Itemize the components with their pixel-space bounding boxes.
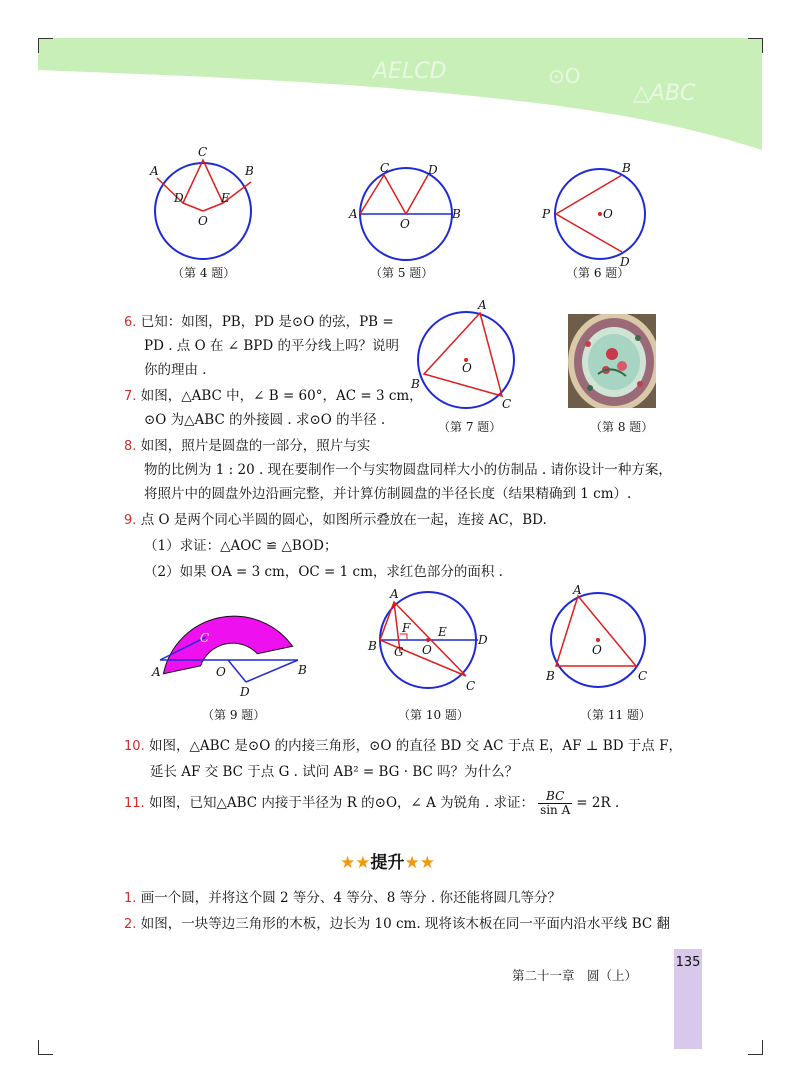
caption-5: （第 5 题）: [370, 266, 434, 280]
problem-8-line-1: [124, 434, 370, 459]
denominator: sin A: [540, 803, 571, 817]
banner-text-2: ⊙O: [548, 64, 581, 88]
problem-10-line-1: [124, 734, 682, 759]
label-B: B: [452, 207, 461, 221]
label-B: B: [368, 639, 377, 653]
caption-9: （第 9 题）: [202, 708, 266, 722]
numerator: BC: [538, 790, 572, 804]
label-D: D: [174, 191, 184, 205]
problem-7-line-2: ⊙O 为△ABC 的外接圆 . 求⊙O 的半径 .: [144, 412, 386, 428]
problem-number: 8.: [124, 439, 137, 454]
caption-4: （第 4 题）: [172, 266, 236, 280]
banner-text-1: AELCD: [373, 59, 447, 84]
problem-6-line-2: PD . 点 O 在 ∠ BPD 的平分线上吗？说明: [144, 338, 399, 354]
label-O: O: [400, 217, 410, 231]
label-A: A: [150, 164, 159, 178]
label-A: A: [478, 298, 487, 312]
label-A: A: [573, 584, 582, 597]
label-O: O: [422, 643, 432, 657]
chords: [157, 160, 251, 203]
label-E: E: [221, 191, 230, 205]
problem-number: 11.: [124, 796, 145, 811]
label-D: D: [428, 163, 438, 177]
caption-7: （第 7 题）: [438, 420, 502, 434]
problem-number: 7.: [124, 389, 137, 404]
label-D: D: [478, 633, 488, 647]
problem-9-line-2: （1）求证：△AOC ≌ △BOD；: [144, 538, 338, 554]
problem-9-line-1: [124, 508, 547, 533]
problem-6-line-1: [124, 310, 394, 335]
label-O: O: [462, 361, 472, 375]
problem-7-line-1: [124, 384, 423, 409]
banner-text-3: △ABC: [633, 81, 696, 106]
problem-8-line-3: 将照片中的圆盘外边沿画完整，并计算仿制圆盘的半径长度（结果精确到 1 cm）.: [144, 486, 632, 502]
advanced-1: [124, 886, 561, 911]
section-title-text: 提升: [370, 853, 405, 873]
figure-6: [540, 158, 660, 268]
problem-number: 6.: [124, 315, 137, 330]
crop-mark: [748, 38, 763, 53]
label-F: F: [402, 621, 411, 635]
label-D: D: [240, 685, 250, 699]
problem-9-line-3: （2）如果 OA = 3 cm，OC = 1 cm，求红色部分的面积 .: [144, 564, 503, 580]
figure-5: [346, 158, 466, 268]
caption-10: （第 10 题）: [398, 708, 469, 722]
label-O: O: [592, 643, 602, 657]
chapter-footer: 第二十一章 圆（上）: [512, 968, 638, 983]
star-icon: ★★: [404, 853, 435, 873]
label-E: E: [438, 625, 447, 639]
label-C: C: [380, 161, 390, 175]
label-B: B: [245, 164, 254, 178]
problem-10-line-2: 延长 AF 交 BC 于点 G . 试问 AB² = BG · BC 吗？为什么？: [150, 764, 519, 780]
label-C: C: [638, 669, 648, 683]
label-P: P: [542, 207, 551, 221]
figure-7: [408, 298, 528, 414]
fraction: [538, 790, 572, 817]
label-B: B: [546, 669, 555, 683]
problem-text: 点 O 是两个同心半圆的圆心，如图所示叠放在一起，连接 AC，BD.: [140, 512, 547, 528]
problem-6-line-3: 你的理由 .: [144, 362, 207, 378]
crop-mark: [748, 1040, 763, 1055]
problem-text: 如图，△ABC 是⊙O 的内接三角形，⊙O 的直径 BD 交 AC 于点 E，AF ⊥ BD 于点 F，: [148, 738, 682, 754]
label-B: B: [298, 663, 307, 677]
problem-text: 如图，已知△ABC 内接于半径为 R 的⊙O，∠ A 为锐角 . 求证：: [148, 795, 535, 811]
figure-4: [148, 145, 268, 265]
label-C: C: [200, 631, 210, 645]
label-O: O: [198, 214, 208, 228]
caption-11: （第 11 题）: [580, 708, 651, 722]
problem-text: 已知：如图，PB，PD 是⊙O 的弦，PB =: [140, 314, 394, 330]
crop-mark: [38, 1040, 53, 1055]
problem-11: [124, 788, 619, 819]
label-A: A: [349, 207, 358, 221]
problem-text: 如图，照片是圆盘的一部分，照片与实: [140, 438, 371, 454]
problem-8-line-2: 物的比例为 1 : 20 . 现在要制作一个与实物圆盘同样大小的仿制品 . 请你设计一种方案，: [144, 462, 672, 478]
page-number: 135: [675, 955, 701, 970]
label-C: C: [198, 145, 208, 159]
label-A: A: [390, 587, 399, 601]
caption-8: （第 8 题）: [590, 420, 654, 434]
caption-6: （第 6 题）: [566, 266, 630, 280]
label-O: O: [603, 207, 613, 221]
figure-10: [362, 584, 494, 696]
problem-number: 10.: [124, 739, 145, 754]
page-number-tab: [674, 949, 702, 1049]
label-B: B: [411, 377, 420, 391]
label-B: B: [622, 161, 631, 175]
star-icon: ★★: [340, 853, 371, 873]
section-title: [340, 848, 435, 873]
figure-11: [540, 584, 664, 696]
label-C: C: [466, 679, 476, 693]
label-O: O: [216, 665, 226, 679]
label-D: D: [620, 255, 630, 268]
crop-mark: [38, 38, 53, 53]
figure-8-plate-photo: [568, 314, 656, 408]
problem-number: 9.: [124, 513, 137, 528]
problem-number: 2.: [124, 917, 137, 932]
problem-number: 1.: [124, 891, 137, 906]
label-C: C: [502, 397, 512, 411]
problem-text: 如图，△ABC 中，∠ B = 60°，AC = 3 cm，: [140, 388, 423, 404]
problem-text-end: = 2R .: [576, 795, 620, 811]
problem-text: 画一个圆，并将这个圆 2 等分、4 等分、8 等分 . 你还能将圆几等分？: [140, 890, 562, 906]
figure-9: [148, 582, 318, 702]
advanced-2: [124, 912, 670, 937]
problem-text: 如图，一块等边三角形的木板，边长为 10 cm. 现将该木板在同一平面内沿水平线 BC 翻: [140, 916, 670, 932]
label-G: G: [394, 645, 404, 659]
label-A: A: [152, 665, 161, 679]
